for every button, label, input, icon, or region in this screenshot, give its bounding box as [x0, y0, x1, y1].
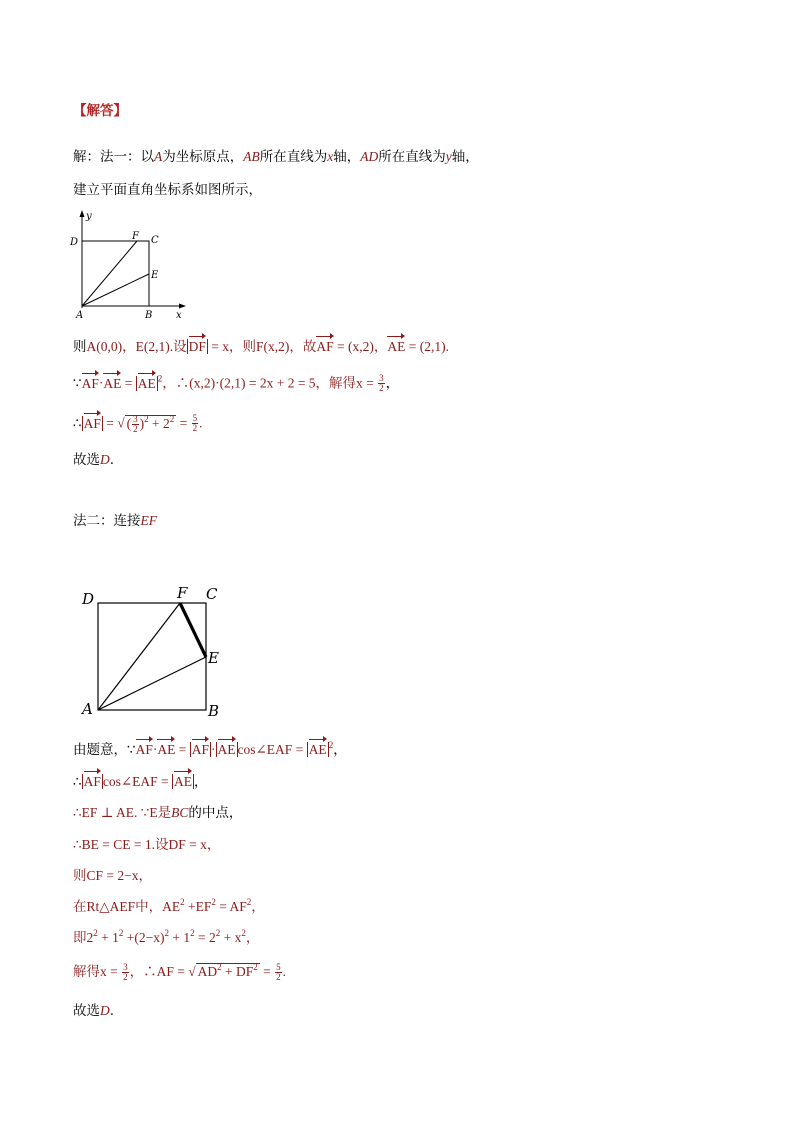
text: 所在直线为 [378, 149, 446, 165]
label-F: F [177, 584, 188, 602]
vector-AE: AE [387, 339, 406, 354]
math: + 1 [168, 930, 191, 945]
denominator: 2 [123, 972, 128, 983]
var-x: x [327, 149, 334, 164]
math: + 1 [97, 930, 119, 945]
text: 轴， [451, 149, 479, 165]
label-D: D [82, 590, 95, 608]
denominator: 2 [276, 972, 281, 983]
text: ， [194, 774, 208, 790]
vector-AE: AE [217, 742, 236, 757]
radicand [196, 963, 260, 979]
math: +EF [184, 899, 212, 914]
numerator: 3 [133, 413, 138, 424]
fraction [132, 415, 139, 434]
label-A: A [82, 700, 93, 718]
math: = [121, 375, 136, 391]
label-E: E [151, 270, 159, 281]
text: 故选 [73, 1003, 100, 1019]
text: ， [385, 375, 400, 392]
var-A: A [154, 149, 163, 164]
math: · [152, 742, 158, 757]
vector-AF: AF [316, 339, 334, 354]
text: ∴ [73, 774, 82, 790]
vector-AE: AE [137, 375, 156, 391]
var-AD: AD [360, 149, 379, 164]
section-header: 【解答】 [73, 103, 127, 119]
math: ， [245, 930, 260, 945]
method1-magnitude [73, 414, 203, 434]
exponent: 2 [190, 928, 195, 938]
exponent: 2 [217, 962, 222, 972]
exponent: 2 [180, 897, 185, 907]
math: = [259, 964, 275, 979]
vector-AE: AE [103, 375, 122, 391]
text: 故选 [73, 452, 100, 468]
label-B: B [145, 310, 153, 320]
math: · [211, 742, 216, 757]
answer-D: D [100, 452, 110, 467]
math: + x [220, 930, 242, 945]
denominator: 2 [133, 423, 138, 434]
sqrt-sign: √ [188, 964, 196, 979]
method2-perp [73, 804, 242, 822]
answer-D: D [100, 1003, 110, 1018]
exponent: 2 [157, 373, 163, 384]
text: 为坐标原点， [162, 149, 244, 165]
vector-AF: AF [83, 774, 101, 789]
method1-dot-product [73, 374, 399, 393]
exponent: 2 [169, 413, 175, 424]
method2-midpoint: ∴BE = CE = 1.设DF = x， [73, 837, 221, 852]
math: = x，则F(x,2)，故 [207, 339, 317, 354]
var-AB: AB [243, 149, 260, 164]
exponent: 2 [118, 928, 124, 938]
math: = AF [215, 899, 247, 914]
label-C: C [206, 585, 218, 603]
label-B: B [208, 702, 220, 720]
var-y: y [445, 149, 452, 164]
math: ∴EF ⊥ AE. ∵E是 [73, 805, 172, 820]
vector-AF: AF [81, 375, 99, 391]
math: A(0,0)，E(2,1).设 [86, 339, 187, 354]
text: 轴， [333, 149, 361, 165]
label-F: F [132, 231, 139, 242]
math: · [98, 375, 104, 391]
fraction [122, 963, 129, 982]
text: 的中点， [188, 805, 243, 821]
math: = 2 [194, 930, 216, 945]
text: ∴ [73, 415, 82, 432]
math: = [102, 415, 118, 431]
math: 解得x = [73, 964, 122, 979]
vector-AF: AF [191, 742, 209, 757]
math: ， [251, 899, 265, 914]
fraction [275, 963, 282, 982]
math: . [282, 964, 287, 979]
math: + 2 [148, 415, 170, 431]
denominator: 2 [379, 383, 384, 393]
math: = [176, 415, 191, 431]
method2-intro [73, 512, 157, 530]
method2-pythag [73, 898, 265, 916]
text: 解：法一：以 [73, 149, 154, 165]
method1-answer [73, 451, 114, 469]
paren: ( [126, 415, 132, 431]
math: +(2−x) [123, 930, 165, 945]
math: = [175, 742, 190, 757]
label-A: A [76, 310, 84, 320]
method2-cos [73, 773, 208, 791]
method1-coord-text: 建立平面直角坐标系如图所示， [73, 182, 262, 198]
method2-solve [73, 963, 286, 982]
math: ，∴(x,2)·(2,1) = 2x + 2 = 5，解得x = [162, 375, 378, 391]
math: 即2 [73, 930, 94, 945]
math: = (2,1). [405, 339, 449, 354]
method2-dot-product [73, 741, 347, 759]
square-figure [78, 582, 228, 722]
math: cos∠EAF = [102, 774, 173, 789]
text: . [109, 452, 115, 468]
math: = (x,2)， [333, 339, 388, 354]
fraction [192, 414, 199, 433]
sqrt-sign: √ [117, 415, 125, 431]
method1-vectors [73, 338, 449, 356]
math: ，∴AF = [129, 964, 189, 979]
math: AD [197, 964, 218, 979]
vector-AE: AE [174, 774, 193, 789]
radicand [125, 413, 177, 434]
method2-answer [73, 1002, 114, 1020]
text: 所在直线为 [259, 149, 328, 165]
math: + DF [221, 964, 254, 979]
exponent: 2 [253, 962, 258, 972]
var-BC: BC [171, 805, 189, 820]
text: . [109, 1003, 115, 1019]
numerator: 5 [192, 413, 198, 423]
method2-equation [73, 929, 259, 947]
vector-DF: DF [188, 339, 206, 354]
label-D: D [70, 237, 79, 248]
text: ， [333, 742, 347, 758]
exponent: 2 [211, 897, 216, 907]
label-E: E [208, 649, 219, 667]
method2-cf: 则CF = 2−x， [73, 868, 152, 883]
math: cos∠EAF = [237, 742, 307, 757]
label-y: y [86, 211, 92, 222]
label-x: x [176, 310, 182, 320]
vector-AF: AF [83, 415, 101, 431]
text: 则 [73, 339, 87, 355]
exponent: 2 [241, 928, 246, 938]
exponent: 2 [328, 740, 334, 750]
numerator: 3 [379, 373, 384, 383]
numerator: 5 [276, 962, 281, 973]
exponent: 2 [246, 897, 252, 907]
text: 法二：连接 [73, 513, 141, 529]
text: 由题意，∵ [73, 742, 136, 758]
fraction [378, 374, 385, 393]
method1-intro [73, 148, 479, 166]
vector-AF: AF [135, 742, 153, 757]
coordinate-figure [66, 208, 192, 320]
exponent: 2 [215, 928, 221, 938]
exponent: 2 [164, 928, 169, 938]
exponent: 2 [93, 928, 98, 938]
text: ∵ [73, 375, 82, 392]
exponent: 2 [144, 413, 149, 424]
var-EF: EF [140, 513, 157, 528]
numerator: 3 [123, 962, 128, 973]
math: 在Rt△AEF中，AE [73, 899, 181, 914]
math: . [199, 415, 203, 431]
paren: ) [139, 415, 145, 431]
vector-AE: AE [308, 742, 327, 757]
denominator: 2 [192, 423, 198, 433]
label-C: C [151, 235, 159, 246]
vector-AE: AE [157, 742, 176, 757]
